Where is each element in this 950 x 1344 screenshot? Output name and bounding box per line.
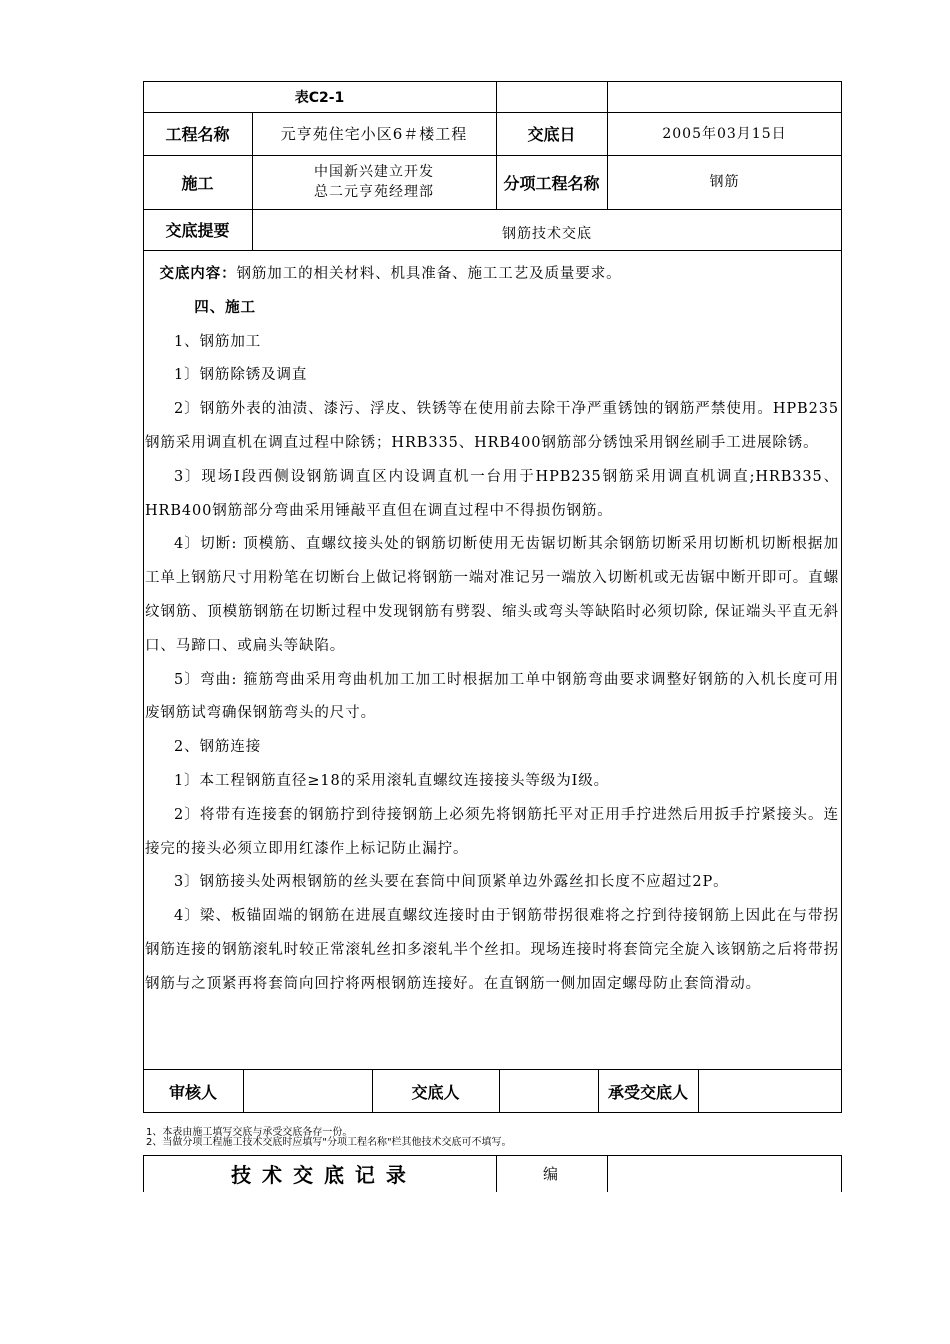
paragraph: 5〕弯曲: 箍筋弯曲采用弯曲机加工加工时根据加工单中钢筋弯曲要求调整好钢筋的入机长度可用废钢筋试弯确保钢筋弯头的尺寸。 bbox=[145, 671, 839, 722]
intro-text: 钢筋加工的相关材料、机具准备、施工工艺及质量要求。 bbox=[236, 266, 622, 282]
intro-label: 交底内容： bbox=[159, 266, 237, 282]
summary-field: 钢筋技术交底 bbox=[502, 226, 592, 242]
subproject-name-field: 钢筋 bbox=[709, 174, 740, 190]
subproject-name-label: 分项工程名称 bbox=[503, 173, 600, 193]
paragraph: 2、钢筋连接 bbox=[174, 739, 262, 756]
summary-label: 交底提要 bbox=[165, 221, 230, 240]
next-page-title: 技 术 交 底 记 录 bbox=[231, 1163, 408, 1187]
paragraph: 4〕切断: 顶模筋、直螺纹接头处的钢筋切断使用无齿锯切断其余钢筋切断采用切断机切断根据加工单上钢筋尺寸用粉笔在切断台上做记将钢筋一端对准记另一端放入切断机或无齿锯中断开即可。直螺纹钢筋、顶模筋钢筋在切断过程中发现钢筋有劈裂、缩头或弯头等缺陷时必须切除, 保证端头平直无斜口、马蹄口、或扁头等缺陷。 bbox=[145, 536, 839, 654]
section-heading: 四、施工 bbox=[194, 299, 256, 316]
paragraph: 1、钢筋加工 bbox=[174, 333, 262, 350]
form-notes bbox=[146, 1128, 512, 1148]
project-name-field: 元亨苑住宅小区6＃楼工程 bbox=[280, 124, 468, 143]
discloser-label: 交底人 bbox=[411, 1082, 460, 1102]
next-page-number-label: 编 bbox=[543, 1165, 559, 1183]
receiver-signature-field bbox=[698, 1069, 842, 1113]
construction-unit-field: 中国新兴建立开发总二元亨苑经理部 bbox=[314, 164, 434, 200]
paragraph: 3〕钢筋接头处两根钢筋的丝头要在套筒中间顶紧单边外露丝扣长度不应超过2P。 bbox=[174, 874, 729, 891]
note-line: 2、当做分项工程施工技术交底时应填写"分项工程名称"栏其他技术交底可不填写。 bbox=[146, 1137, 512, 1148]
disclosure-date-field: 2005年03月15日 bbox=[662, 125, 787, 142]
disclosure-content bbox=[145, 258, 839, 1002]
row-divider bbox=[143, 250, 842, 251]
form-number: 表C2-1 bbox=[294, 89, 345, 106]
paragraph: 3〕现场Ⅰ段西侧设钢筋调直区内设调直机一台用于HPB235钢筋采用调直机调直;HRB335、HRB400钢筋部分弯曲采用锤敲平直但在调直过程中不得损伤钢筋。 bbox=[145, 468, 839, 519]
project-name-label: 工程名称 bbox=[165, 125, 230, 144]
paragraph: 2〕将带有连接套的钢筋拧到待接钢筋上必须先将钢筋托平对正用手拧进然后用扳手拧紧接头。连接完的接头必须立即用红漆作上标记防止漏拧。 bbox=[145, 806, 839, 857]
reviewer-label: 审核人 bbox=[168, 1082, 217, 1102]
discloser-signature-field bbox=[499, 1069, 598, 1113]
paragraph: 1〕本工程钢筋直径≥18的采用滚轧直螺纹连接接头等级为Ⅰ级。 bbox=[174, 772, 610, 789]
receiver-label: 承受交底人 bbox=[607, 1082, 688, 1102]
disclosure-date-label: 交底日 bbox=[527, 125, 576, 144]
col-divider bbox=[607, 1155, 608, 1192]
intro-line bbox=[145, 258, 839, 292]
note-line: 1、本表由施工填写交底与承受交底各存一份。 bbox=[146, 1127, 353, 1138]
paragraph: 1〕钢筋除锈及调直 bbox=[174, 367, 308, 384]
paragraph: 2〕钢筋外表的油渍、漆污、浮皮、铁锈等在使用前去除干净严重锈蚀的钢筋严禁使用。HPB235钢筋采用调直机在调直过程中除锈；HRB335、HRB400钢筋部分锈蚀采用钢丝刷手工进展除锈。 bbox=[145, 401, 839, 451]
paragraph: 4〕梁、板锚固端的钢筋在进展直螺纹连接时由于钢筋带拐很难将之拧到待接钢筋上因此在与带拐钢筋连接的钢筋滚轧时较正常滚轧丝扣多滚轧半个丝扣。现场连接时将套筒完全旋入该钢筋之后将带拐钢筋与之顶紧再将套筒向回拧将两根钢筋连接好。在直钢筋一侧加固定螺母防止套筒滑动。 bbox=[145, 908, 839, 992]
reviewer-signature-field bbox=[243, 1069, 372, 1113]
construction-unit-label: 施工 bbox=[181, 173, 214, 193]
